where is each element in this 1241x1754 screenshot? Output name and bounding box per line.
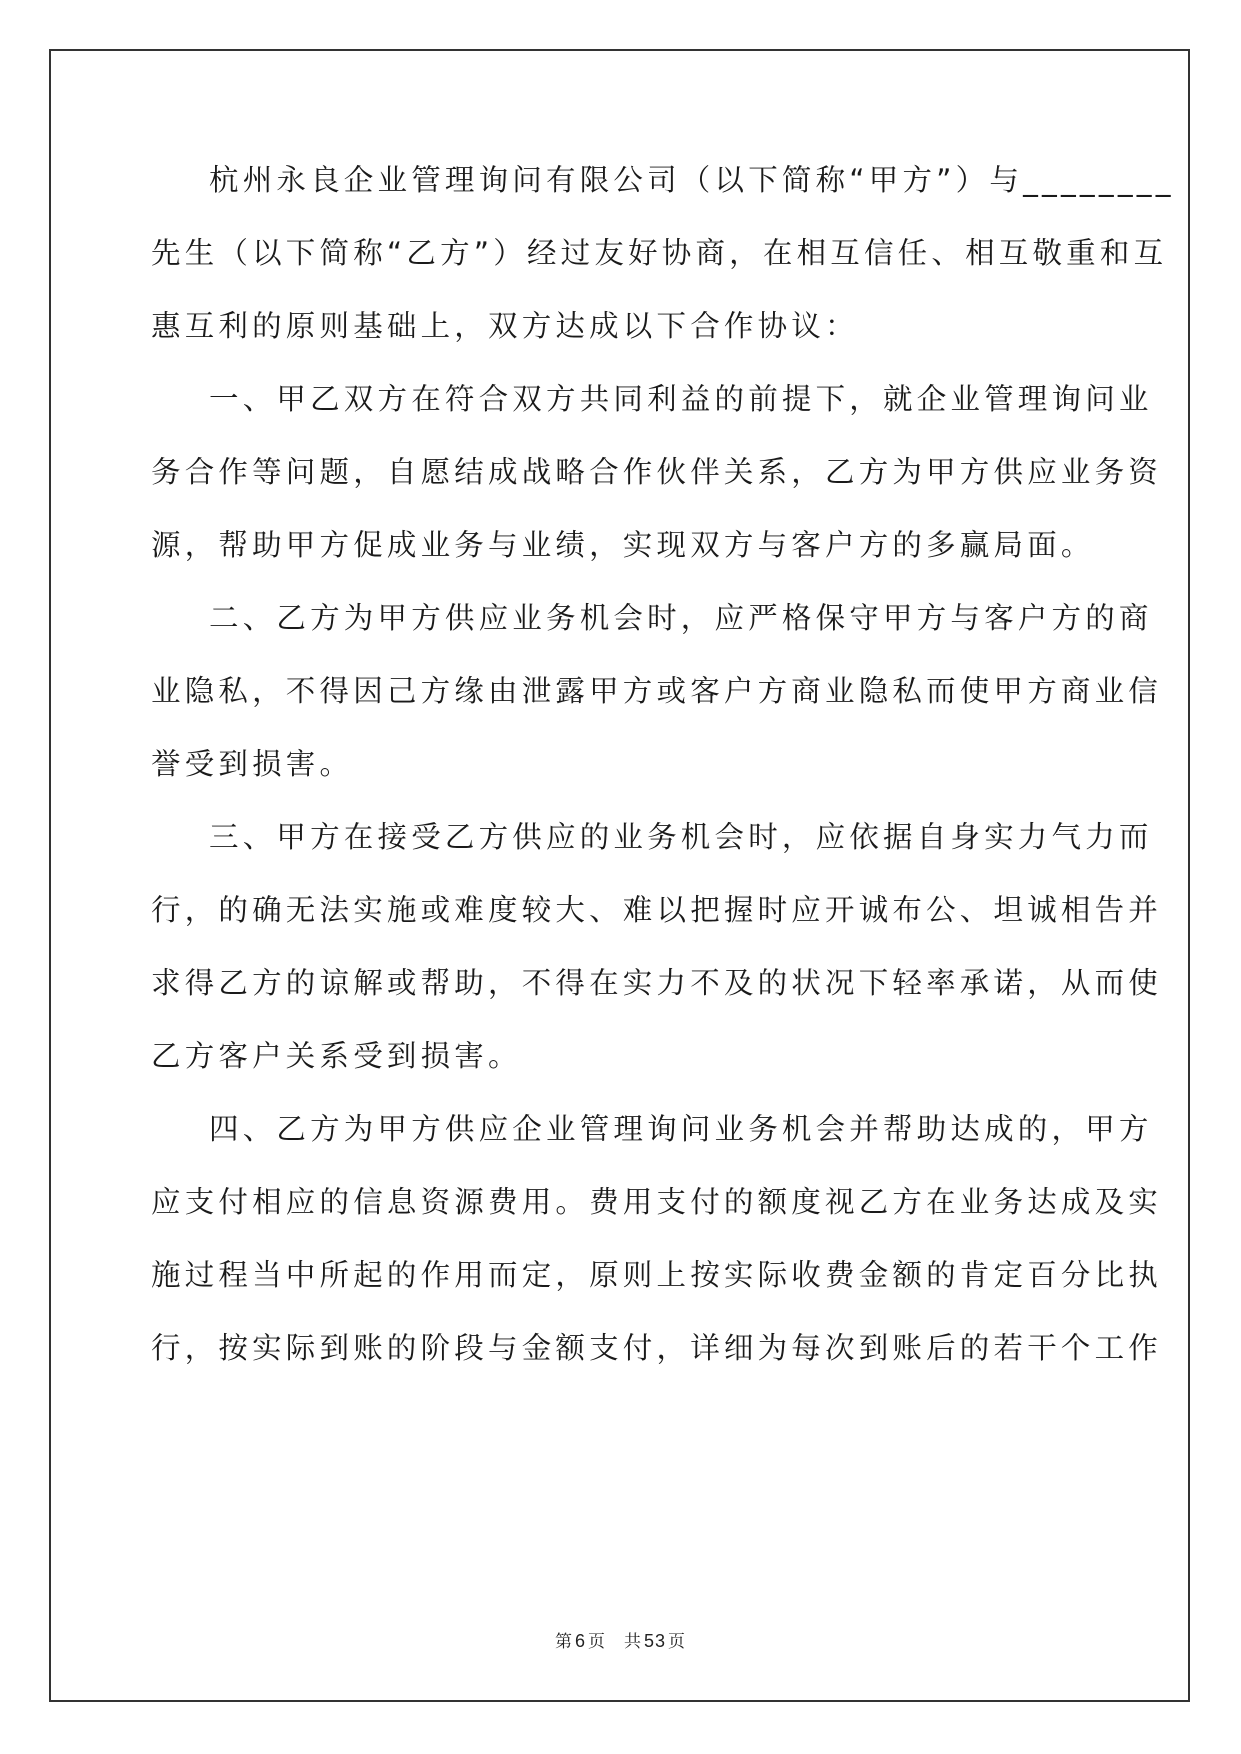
page-prefix: 第 — [554, 1632, 573, 1652]
clause-2-line-1: 二、乙方为甲方供应业务机会时，应严格保守甲方与客户方的商 — [209, 601, 1153, 635]
total-pages: 53 — [643, 1631, 667, 1651]
page-number: 6 — [574, 1631, 586, 1651]
clause-3-line-2: 行，的确无法实施或难度较大、难以把握时应开诚布公、坦诚相告并 — [151, 893, 1163, 927]
total-prefix: 共 — [623, 1632, 642, 1652]
clause-3-line-3: 求得乙方的谅解或帮助，不得在实力不及的状况下轻率承诺，从而使 — [151, 966, 1163, 1000]
paragraph-intro-line-1: 杭州永良企业管理询问有限公司（以下简称“甲方”）与________ — [209, 163, 1175, 197]
clause-3-line-4: 乙方客户关系受到损害。 — [151, 1039, 522, 1073]
clause-2-line-3: 誉受到损害。 — [151, 747, 354, 781]
clause-4-line-4: 行，按实际到账的阶段与金额支付，详细为每次到账后的若干个工作 — [151, 1331, 1163, 1365]
clause-2-line-2: 业隐私，不得因己方缘由泄露甲方或客户方商业隐私而使甲方商业信 — [151, 674, 1163, 708]
clause-4-line-2: 应支付相应的信息资源费用。费用支付的额度视乙方在业务达成及实 — [151, 1185, 1163, 1219]
clause-1-line-1: 一、甲乙双方在符合双方共同利益的前提下，就企业管理询问业 — [209, 382, 1153, 416]
page-border — [49, 49, 1190, 1702]
page-suffix: 页 — [587, 1632, 606, 1652]
clause-1-line-3: 源，帮助甲方促成业务与业绩，实现双方与客户方的多赢局面。 — [151, 528, 1095, 562]
clause-4-line-1: 四、乙方为甲方供应企业管理询问业务机会并帮助达成的，甲方 — [209, 1112, 1153, 1146]
paragraph-intro-line-3: 惠互利的原则基础上，双方达成以下合作协议： — [151, 309, 859, 343]
clause-3-line-1: 三、甲方在接受乙方供应的业务机会时，应依据自身实力气力而 — [209, 820, 1153, 854]
paragraph-intro-line-2: 先生（以下简称“乙方”）经过友好协商，在相互信任、相互敬重和互 — [151, 236, 1168, 270]
page-footer — [0, 1627, 1241, 1652]
clause-4-line-3: 施过程当中所起的作用而定，原则上按实际收费金额的肯定百分比执 — [151, 1258, 1163, 1292]
clause-1-line-2: 务合作等问题，自愿结成战略合作伙伴关系，乙方为甲方供应业务资 — [151, 455, 1163, 489]
total-suffix: 页 — [668, 1632, 687, 1652]
